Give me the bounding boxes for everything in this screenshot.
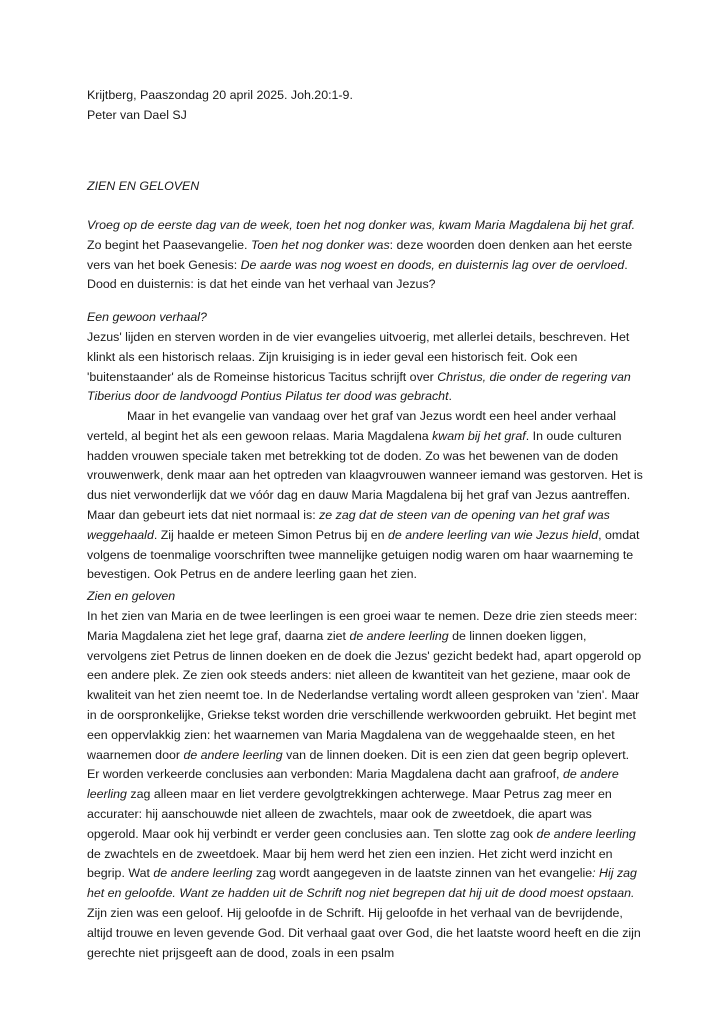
section2-paragraph (87, 607, 643, 963)
body-text: Maar in het evangelie van vandaag over het graf van Jezus wordt een heel ander verhaal verteld, al begint het als een gewoon relaas. Maria Magdalena (87, 409, 617, 443)
body-text: . (448, 389, 452, 404)
quote-text: Vroeg op de eerste dag van de week, toen het nog donker was, kwam Maria Magdalena bij het graf. (87, 218, 636, 232)
body-text: : deze woorden doen denken aan het eerste vers van het boek Genesis: (87, 237, 633, 272)
quote-text: de andere leerling (153, 866, 253, 881)
quote-text: Christus, die onder de regering van Tiberius door de landvoogd Pontius Pilatus ter dood was gebracht (87, 369, 631, 404)
quote-text: de andere leerling (183, 747, 283, 762)
body-text: , omdat volgens de toenmalige voorschriften twee mannelijke getuigen nodig waren om haar waarneming te bevestigen. Ook Petrus en de andere leerling gaan het zien. (87, 527, 640, 582)
body-text: Zijn zien was een geloof. Hij geloofde in de Schrift. Hij geloofde in het verhaal van de bevrijdende, altijd trouwe en leven gevende God. Dit verhaal gaat over God, die het laatste woord heeft en die zijn gerechte niet prijsgeeft aan de dood, zoals in een psalm (87, 905, 641, 960)
header-author: Peter van Dael SJ (87, 107, 187, 122)
intro-paragraph (87, 216, 643, 295)
quote-text: De aarde was nog woest en doods, en duisternis lag over de oervloed (240, 257, 625, 272)
section1-paragraph2 (87, 407, 643, 585)
quote-text: de andere leerling (349, 628, 449, 643)
body-text: Zo begint het Paasevangelie. (87, 237, 251, 252)
body-text: In het zien van Maria en de twee leerlingen is een groei waar te nemen. Deze drie zien steeds meer: Maria Magdalena ziet het lege graf, daarna ziet (87, 609, 638, 643)
quote-text: Toen het nog donker was (250, 237, 390, 252)
quote-text: de andere leerling (87, 767, 619, 802)
quote-text: de andere leerling (536, 826, 636, 841)
body-text: zag alleen maar en liet verdere gevolgtrekkingen achterwege. Maar Petrus zag meer en accurater: hij aanschouwde niet alleen de zwachtels, maar ook de zweetdoek, die apart was opgerold. Maar ook hij verbindt er verder geen conclusies aan. Ten slotte zag ook (87, 787, 612, 841)
section1-paragraph1 (87, 328, 643, 407)
body-text: zag wordt aangegeven in de laatste zinnen van het evangelie (252, 866, 593, 881)
quote-text: kwam bij het graf (432, 428, 526, 443)
body-text: . Dood en duisternis: is dat het einde van het verhaal van Jezus? (87, 257, 628, 292)
body-text: . In oude culturen hadden vrouwen speciale taken met betrekking tot de doden. Zo was het bewenen van de doden vrouwenwerk, denk maar aan het optreden van klaagvrouwen wanneer iemand was gestorven. Het is dus niet verwonderlijk dat we vóór dag en dauw Maria Magdalena bij het graf van Jezus aantreffen. Maar dan gebeurt iets dat niet normaal is: (87, 428, 643, 522)
document-header (87, 86, 643, 126)
document-title: ZIEN EN GELOVEN (87, 179, 200, 193)
section-heading: Zien en geloven (87, 589, 176, 603)
body-text: van de linnen doeken. Dit is een zien dat geen begrip oplevert. Er worden verkeerde conclusies aan verbonden: Maria Magdalena dacht aan grafroof, (87, 747, 630, 782)
header-location-date: Krijtberg, Paaszondag 20 april 2025. Joh.20:1-9. (87, 88, 353, 102)
quote-text: ze zag dat de steen van de opening van het graf was weggehaald (87, 507, 610, 542)
section-heading: Een gewoon verhaal? (87, 310, 207, 324)
body-text: Jezus' lijden en sterven worden in de vier evangelies uitvoerig, met allerlei details, beschreven. Het klinkt als een historisch relaas. Zijn kruisiging is in ieder geval een historisch feit. Ook een 'buitenstaander' als de Romeinse historicus Tacitus schrijft over (87, 330, 630, 384)
body-text: . Zij haalde er meteen Simon Petrus bij en (153, 527, 389, 542)
body-text: de linnen doeken liggen, vervolgens ziet Petrus de linnen doeken en de doek die Jezus' gezicht bedekt had, apart opgerold op een andere plek. Ze zien ook steeds anders: niet alleen de kwantiteit van het geziene, maar ook de kwaliteit van het zien neemt toe. In de Nederlandse vertaling wordt alleen gesproken van 'zien'. Maar in de oorspronkelijke, Griekse tekst worden drie verschillende werkwoorden gebruikt. Het begint met een oppervlakkig zien: het waarnemen van Maria Magdalena van de weggehaalde steen, en het waarnemen door (87, 628, 642, 762)
quote-text: de andere leerling van wie Jezus hield (388, 527, 599, 542)
quote-text: : Hij zag het en geloofde. Want ze hadden uit de Schrift nog niet begrepen dat hij uit de dood moest opstaan. (87, 866, 637, 901)
body-text: de zwachtels en de zweetdoek. Maar bij hem werd het zien een inzien. Het zicht werd inzicht en begrip. Wat (87, 846, 613, 881)
